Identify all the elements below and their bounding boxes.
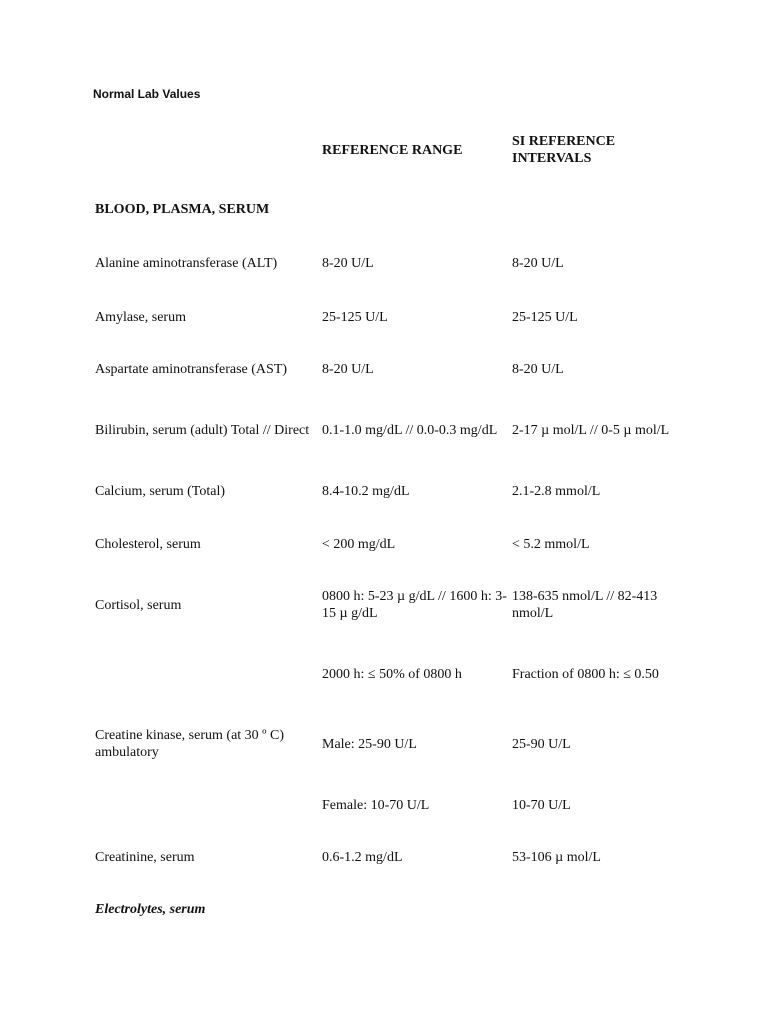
reference-range-value: 25-125 U/L (322, 309, 388, 325)
header-reference-range: REFERENCE RANGE (322, 143, 463, 158)
reference-range-value: 8-20 U/L (322, 361, 374, 377)
page-title: Normal Lab Values (93, 87, 201, 101)
si-reference-value: 10-70 U/L (512, 797, 571, 813)
si-reference-value: < 5.2 mmol/L (512, 536, 590, 552)
reference-range-value: Male: 25-90 U/L (322, 736, 417, 752)
reference-range-value: 2000 h: ≤ 50% of 0800 h (322, 666, 462, 682)
reference-range-value: 8.4-10.2 mg/dL (322, 483, 410, 499)
test-name: Aspartate aminotransferase (AST) (95, 361, 288, 377)
test-name: Amylase, serum (95, 309, 186, 325)
header-si-reference-intervals: SI REFERENCE INTERVALS (512, 134, 616, 166)
test-name: Bilirubin, serum (adult) Total // Direct (95, 422, 310, 438)
si-reference-value: Fraction of 0800 h: ≤ 0.50 (512, 666, 659, 682)
reference-range-value: 0800 h: 5-23 µ g/dL // 1600 h: 3-15 µ g/dL (322, 589, 507, 621)
test-name: Creatine kinase, serum (at 30 º C) ambulatory (95, 728, 285, 760)
test-name: Alanine aminotransferase (ALT) (95, 255, 278, 271)
section-heading-blood: BLOOD, PLASMA, SERUM (95, 202, 270, 217)
test-name (95, 796, 317, 814)
reference-range-value: 8-20 U/L (322, 255, 374, 271)
si-reference-value: 2-17 µ mol/L // 0-5 µ mol/L (512, 422, 670, 438)
si-reference-value: 53-106 µ mol/L (512, 849, 601, 865)
si-reference-value: 25-90 U/L (512, 736, 571, 752)
test-name: Cortisol, serum (95, 597, 182, 613)
reference-range-value: 0.6-1.2 mg/dL (322, 849, 403, 865)
test-name (95, 656, 317, 692)
reference-range-value: < 200 mg/dL (322, 536, 396, 552)
reference-range-value: Female: 10-70 U/L (322, 797, 430, 813)
test-name: Creatinine, serum (95, 849, 195, 865)
si-reference-value: 8-20 U/L (512, 361, 564, 377)
si-reference-value: 2.1-2.8 mmol/L (512, 483, 601, 499)
si-reference-value: 138-635 nmol/L // 82-413 nmol/L (512, 589, 658, 621)
reference-range-value: 0.1-1.0 mg/dL // 0.0-0.3 mg/dL (322, 422, 498, 438)
test-name: Cholesterol, serum (95, 536, 201, 552)
si-reference-value: 25-125 U/L (512, 309, 578, 325)
section-heading-electrolytes: Electrolytes, serum (95, 902, 206, 917)
si-reference-value: 8-20 U/L (512, 255, 564, 271)
test-name: Calcium, serum (Total) (95, 483, 226, 499)
